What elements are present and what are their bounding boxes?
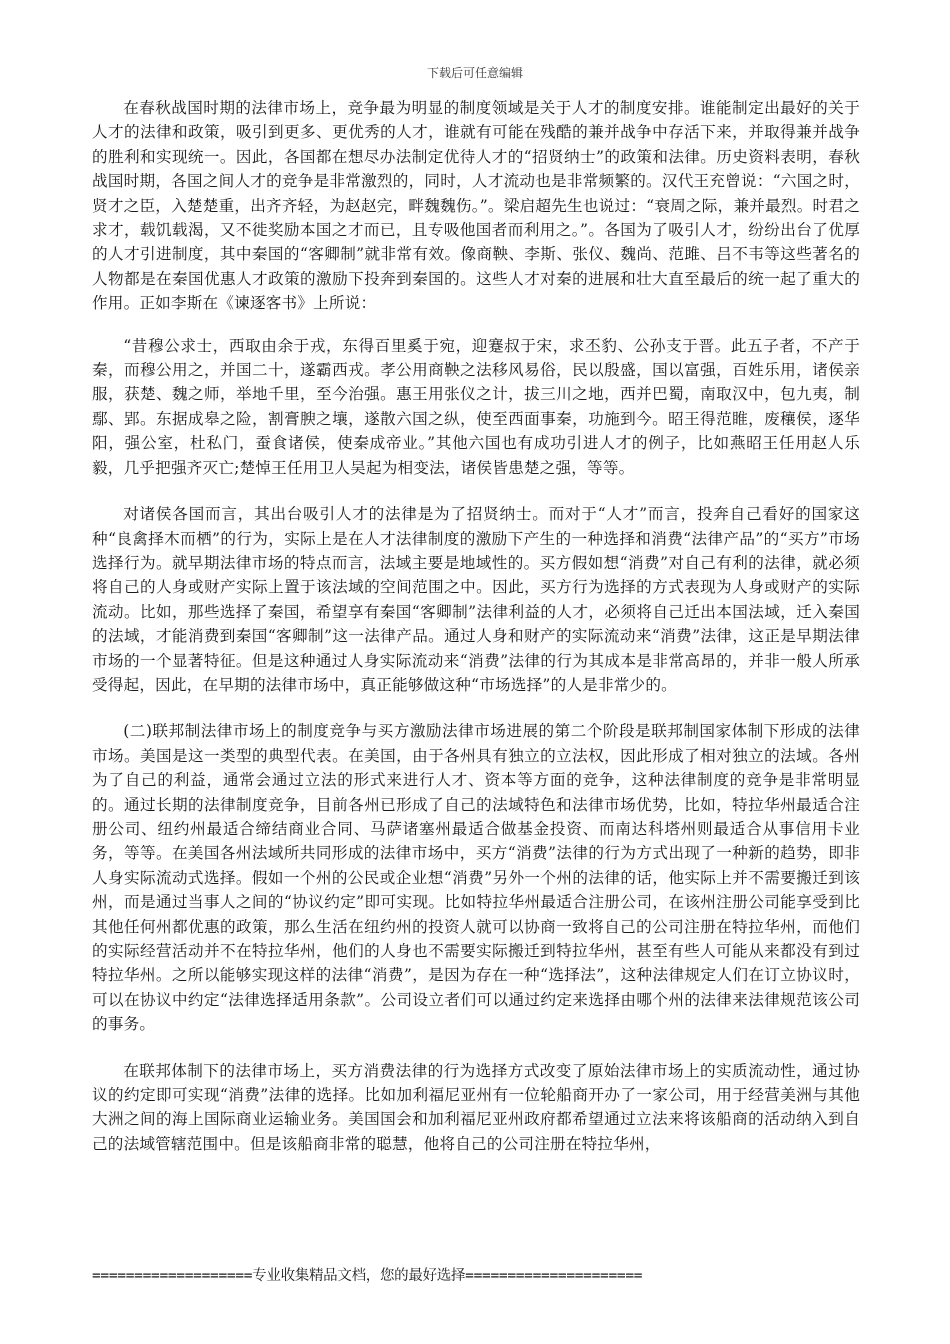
page-footer-banner: ===================专业收集精品文档，您的最好选择===================== xyxy=(92,1268,643,1284)
paragraph-federal-consumption: 在联邦体制下的法律市场上，买方消费法律的行为选择方式改变了原始法律市场上的实质流动性，通过协议的约定即可实现“消费”法律的选择。比如加利福尼亚州有一位轮船商开办了一家公司，用于经营美洲与其他大洲之间的海上国际商业运输业务。美国国会和加利福尼亚州政府都希望通过立法来将该船商的活动纳入到自己的法域管辖范围中。但是该船商非常的聪慧，他将自己的公司注册在特拉华州， xyxy=(92,1061,860,1153)
paragraph-talent-competition: 在春秋战国时期的法律市场上，竞争最为明显的制度领域是关于人才的制度安排。谁能制定出最好的关于人才的法律和政策，吸引到更多、更优秀的人才，谁就有可能在残酷的兼并战争中存活下来，并取得兼并战争的胜利和实现统一。因此，各国都在想尽办法制定优待人才的“招贤纳士”的政策和法律。历史资料表明，春秋战国时期，各国之间人才的竞争是非常激烈的，同时，人才流动也是非常频繁的。汉代王充曾说：“六国之时，贤才之臣，入楚楚重，出齐齐轻，为赵赵完，畔魏魏伤。”。梁启超先生也说过：“衰周之际，兼并最烈。时君之求才，载饥载渴，又不徙奖励本国之才而已，且专吸他国者而利用之。”。各国为了吸引人才，纷纷出台了优厚的人才引进制度，其中秦国的“客卿制”就非常有效。像商鞅、李斯、张仪、魏尚、范雎、吕不韦等这些著名的人物都是在秦国优惠人才政策的激励下投奔到秦国的。这些人才对秦的进展和壮大直至最后的统一起了重大的作用。正如李斯在《谏逐客书》上所说： xyxy=(92,99,860,313)
document-body xyxy=(92,96,860,1156)
page-header-note: 下载后可任意编辑 xyxy=(426,66,523,80)
paragraph-buyer-choice: 对诸侯各国而言，其出台吸引人才的法律是为了招贤纳士。而对于“人才”而言，投奔自己看好的国家这种“良禽择木而栖”的行为，实际上是在人才法律制度的激励下产生的一种选择和消费“法律产品”的“买方”市场选择行为。就早期法律市场的特点而言，法域主要是地域性的。买方假如想“消费”对自己有利的法律，就必须将自己的人身或财产实际上置于该法域的空间范围之中。因此，买方行为选择的方式表现为人身或财产的实际流动。比如，那些选择了秦国，希望享有秦国“客卿制”法律利益的人才，必须将自己迁出本国法域，迁入秦国的法域，才能消费到秦国“客卿制”这一法律产品。通过人身和财产的实际流动来“消费”法律，这正是早期法律市场的一个显著特征。但是这种通过人身实际流动来“消费”法律的行为其成本是非常高昂的，并非一般人所承受得起，因此，在早期的法律市场中，真正能够做这种“市场选择”的人是非常少的。 xyxy=(92,505,860,694)
paragraph-li-si-quote: “昔穆公求士，西取由余于戎，东得百里奚于宛，迎蹇叔于宋，求丕豹、公孙支于晋。此五子者，不产于秦，而穆公用之，并国二十，遂霸西戎。孝公用商鞅之法移风易俗，民以殷盛，国以富强，百姓乐用，诸侯亲服，获楚、魏之师，举地千里，至今治强。惠王用张仪之计，拔三川之地，西并巴蜀，南取汉中，包九夷，制鄢、郢。东据成皋之险，割膏腴之壤，遂散六国之纵，使至西面事秦，功施到今。昭王得范睢，废穰侯，逐华阳，强公室，杜私门，蚕食诸侯，使秦成帝业。”其他六国也有成功引进人才的例子，比如燕昭王任用赵人乐毅，几乎把强齐灭亡;楚悼王任用卫人吴起为相变法，诸侯皆患楚之强，等等。 xyxy=(92,336,860,477)
paragraph-federal-market: (二)联邦制法律市场上的制度竞争与买方激励法律市场进展的第二个阶段是联邦制国家体制下形成的法律市场。美国是这一类型的典型代表。在美国，由于各州具有独立的立法权，因此形成了相对独立的法域。各州为了自己的利益，通常会通过立法的形式来进行人才、资本等方面的竞争，这种法律制度的竞争是非常明显的。通过长期的法律制度竞争，目前各州已形成了自己的法域特色和法律市场优势，比如，特拉华州最适合注册公司、纽约州最适合缔结商业合同、马萨诸塞州最适合做基金投资、而南达科塔州则最适合从事信用卡业务，等等。在美国各州法域所共同形成的法律市场中，买方“消费”法律的行为方式出现了一种新的趋势，即非人身实际流动式选择。假如一个州的公民或企业想“消费”另外一个州的法律的话，他实际上并不需要搬迁到该州，而是通过当事人之间的“协议约定”即可实现。比如特拉华州最适合注册公司，在该州注册公司能享受到比其他任何州都优惠的政策，那么生活在纽约州的投资人就可以协商一致将自己的公司注册在特拉华州，而他们的实际经营活动并不在特拉华州，他们的人身也不需要实际搬迁到特拉华州，甚至有些人可能从来都没有到过特拉华州。之所以能够实现这样的法律“消费”，是因为存在一种“选择法”，这种法律规定人们在订立协议时，可以在协议中约定“法律选择适用条款”。公司设立者们可以通过约定来选择由哪个州的法律来法律规范该公司的事务。 xyxy=(92,722,860,1034)
